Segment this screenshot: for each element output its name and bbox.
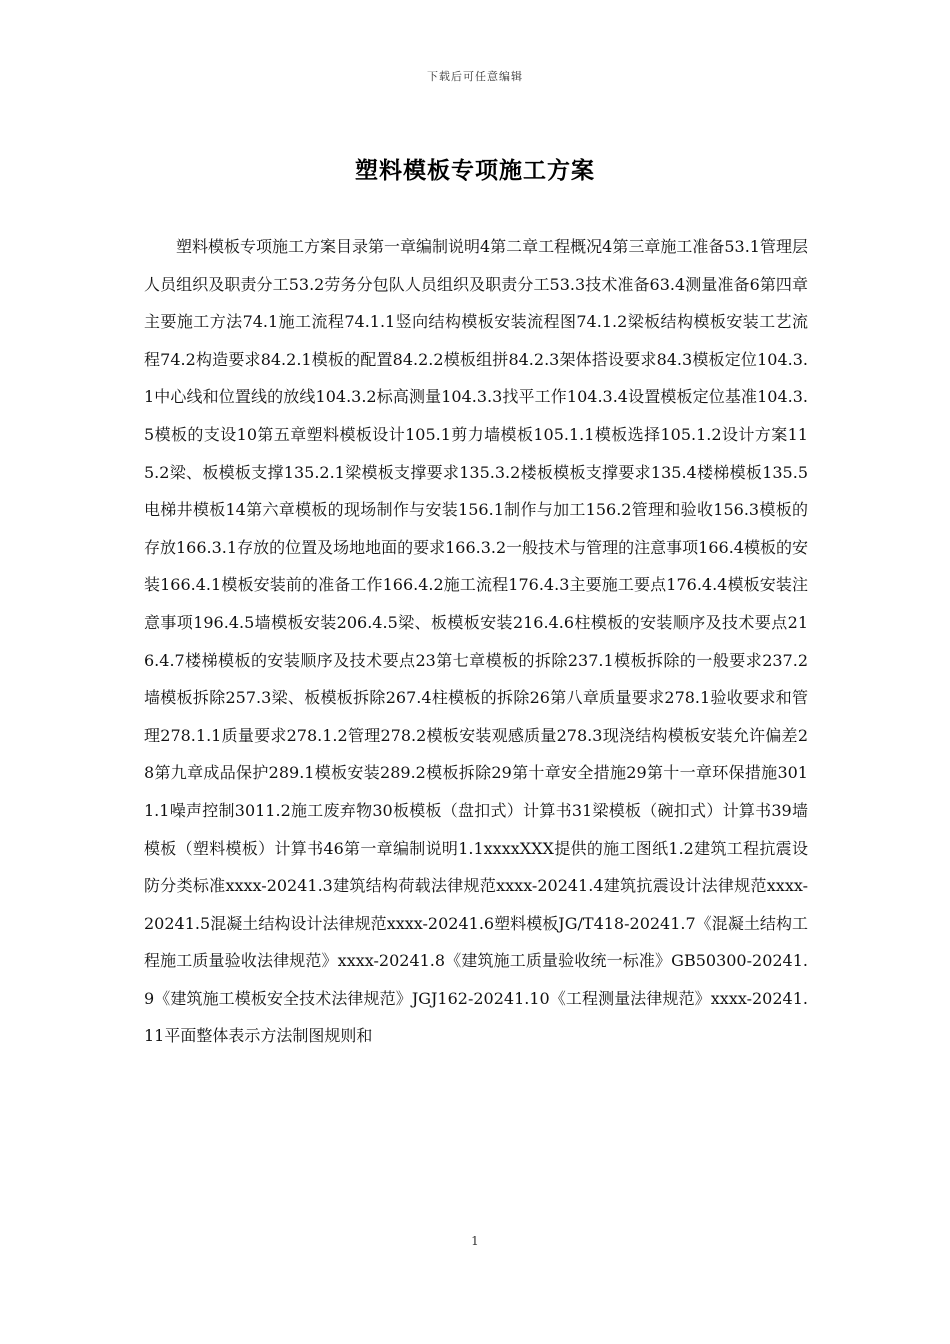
- page-number: 1: [471, 1234, 479, 1248]
- body-paragraph: 塑料模板专项施工方案目录第一章编制说明4第二章工程概况4第三章施工准备53.1管理层人员组织及职责分工53.2劳务分包队人员组织及职责分工53.3技术准备63.4测量准备6第四章主要施工方法74.1施工流程74.1.1竖向结构模板安装流程图74.1.2梁板结构模板安装工艺流程74.2构造要求84.2.1模板的配置84.2.2模板组拼84.2.3架体搭设要求84.3模板定位104.3.1中心线和位置线的放线104.3.2标高测量104.3.3找平工作104.3.4设置模板定位基准104.3.5模板的支设10第五章塑料模板设计105.1剪力墙模板105.1.1模板选择105.1.2设计方案115.2梁、板模板支撑135.2.1梁模板支撑要求135.3.2楼板模板支撑要求135.4楼梯模板135.5电梯井模板14第六章模板的现场制作与安装156.1制作与加工156.2管理和验收156.3模板的存放166.3.1存放的位置及场地地面的要求166.3.2一般技术与管理的注意事项166.4模板的安装166.4.1模板安装前的准备工作166.4.2施工流程176.4.3主要施工要点176.4.4模板安装注意事项196.4.5墙模板安装206.4.5梁、板模板安装216.4.6柱模板的安装顺序及技术要点216.4.7楼梯模板的安装顺序及技术要点23第七章模板的拆除237.1模板拆除的一般要求237.2墙模板拆除257.3梁、板模板拆除267.4柱模板的拆除26第八章质量要求278.1验收要求和管理278.1.1质量要求278.1.2管理278.2模板安装观感质量278.3现浇结构模板安装允许偏差28第九章成品保护289.1模板安装289.2模板拆除29第十章安全措施29第十一章环保措施3011.1噪声控制3011.2施工废弃物30板模板（盘扣式）计算书31梁模板（碗扣式）计算书39墙模板（塑料模板）计算书46第一章编制说明1.1xxxxXXX提供的施工图纸1.2建筑工程抗震设防分类标准xxxx-20241.3建筑结构荷载法律规范xxxx-20241.4建筑抗震设计法律规范xxxx-20241.5混凝土结构设计法律规范xxxx-20241.6塑料模板JG/T418-20241.7《混凝土结构工程施工质量验收法律规范》xxxx-20241.8《建筑施工质量验收统一标准》GB50300-20241.9《建筑施工模板安全技术法律规范》JGJ162-20241.10《工程测量法律规范》xxxx-20241.11平面整体表示方法制图规则和: [144, 237, 808, 1046]
- header-note: 下载后可任意编辑: [427, 70, 523, 83]
- document-title: 塑料模板专项施工方案: [355, 157, 595, 184]
